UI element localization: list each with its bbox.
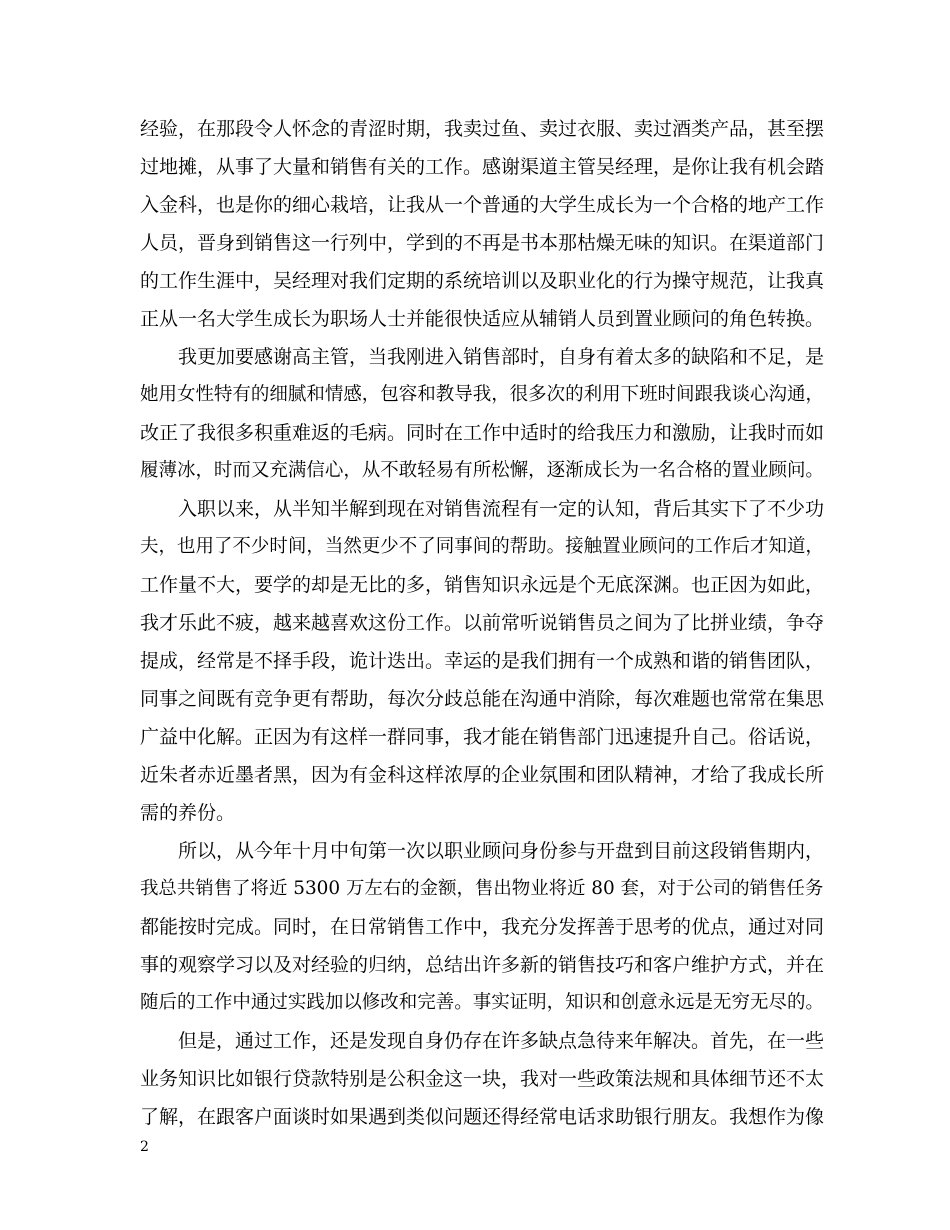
body-text-line: 入金科，也是你的细心栽培，让我从一个普通的大学生成长为一个合格的地产工作 [140, 194, 825, 216]
body-text-line: 但是，通过工作，还是发现自身仍存在许多缺点急待来年解决。首先，在一些 [140, 1030, 825, 1052]
body-text-line: 需的养份。 [140, 802, 236, 824]
body-text-line: 我才乐此不疲，越来越喜欢这份工作。以前常听说销售员之间为了比拼业绩，争夺 [140, 612, 825, 634]
body-text-line: 同事之间既有竞争更有帮助，每次分歧总能在沟通中消除，每次难题也常常在集思 [140, 688, 825, 710]
body-text-line: 所以，从今年十月中旬第一次以职业顾问身份参与开盘到目前这段销售期内， [140, 840, 825, 862]
body-text-line: 广益中化解。正因为有这样一群同事，我才能在销售部门迅速提升自己。俗话说， [140, 726, 825, 748]
body-text-line: 过地摊，从事了大量和销售有关的工作。感谢渠道主管吴经理，是你让我有机会踏 [140, 156, 825, 178]
body-text-line: 正从一名大学生成长为职场人士并能很快适应从辅销人员到置业顾问的角色转换。 [140, 308, 825, 330]
body-text-line: 了解，在跟客户面谈时如果遇到类似问题还得经常电话求助银行朋友。我想作为像 [140, 1106, 825, 1128]
body-text-line: 她用女性特有的细腻和情感，包容和教导我，很多次的利用下班时间跟我谈心沟通， [140, 384, 824, 405]
body-text-line: 人员，晋身到销售这一行列中，学到的不再是书本那枯燥无味的知识。在渠道部门 [140, 232, 825, 254]
body-text-line: 改正了我很多积重难返的毛病。同时在工作中适时的给我压力和激励，让我时而如 [140, 422, 825, 444]
body-text-line: 我总共销售了将近 5300 万左右的金额，售出物业将近 80 套，对于公司的销售任务 [140, 878, 824, 899]
body-text-line: 夫，也用了不少时间，当然更少不了同事间的帮助。接触置业顾问的工作后才知道， [140, 536, 824, 557]
body-text-line: 履薄冰，时而又充满信心，从不敢轻易有所松懈，逐渐成长为一名合格的置业顾问。 [140, 460, 824, 481]
page-number: 2 [140, 1139, 149, 1155]
body-text-line: 的工作生涯中，吴经理对我们定期的系统培训以及职业化的行为操守规范，让我真 [140, 270, 825, 292]
body-text-line: 随后的工作中通过实践加以修改和完善。事实证明，知识和创意永远是无穷无尽的。 [140, 992, 824, 1013]
body-text-line: 工作量不大，要学的却是无比的多，销售知识永远是个无底深渊。也正因为如此， [140, 574, 825, 596]
body-text-line: 近朱者赤近墨者黑，因为有金科这样浓厚的企业氛围和团队精神，才给了我成长所 [140, 764, 825, 786]
body-text-line: 都能按时完成。同时，在日常销售工作中，我充分发挥善于思考的优点，通过对同 [140, 916, 825, 938]
body-text-line: 提成，经常是不择手段，诡计迭出。幸运的是我们拥有一个成熟和谐的销售团队， [140, 650, 825, 672]
body-text-line: 业务知识比如银行贷款特别是公积金这一块，我对一些政策法规和具体细节还不太 [140, 1068, 825, 1090]
body-text-line: 入职以来，从半知半解到现在对销售流程有一定的认知，背后其实下了不少功 [140, 498, 825, 520]
body-text-line: 经验，在那段令人怀念的青涩时期，我卖过鱼、卖过衣服、卖过酒类产品，甚至摆 [140, 118, 825, 140]
body-text-line: 事的观察学习以及对经验的归纳，总结出许多新的销售技巧和客户维护方式，并在 [140, 954, 825, 976]
body-text-line: 我更加要感谢高主管，当我刚进入销售部时，自身有着太多的缺陷和不足，是 [140, 346, 825, 368]
